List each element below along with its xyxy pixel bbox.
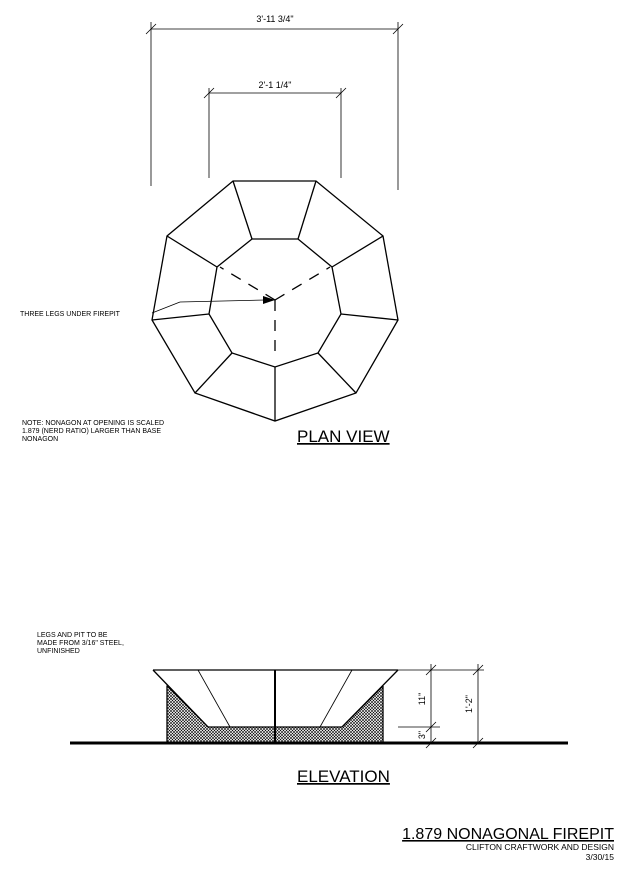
base-width-label: 2'-1 1/4" [258, 80, 292, 90]
elevation-view [37, 632, 568, 786]
nonagon-note-line-1: NOTE: NONAGON AT OPENING IS SCALED [22, 420, 165, 427]
nonagon-note-line-3: NONAGON [22, 436, 59, 443]
overall-width-label: 3'-11 3/4" [256, 14, 294, 24]
right-wall-section [275, 686, 383, 743]
elevation-title: ELEVATION [297, 767, 390, 786]
legs-callout [20, 296, 275, 318]
height-dimensions [398, 664, 484, 748]
leg-height-label: 3" [417, 730, 427, 740]
nonagon-note-line-2: 1.879 (NERD RATIO) LARGER THAN BASE [22, 428, 161, 435]
hidden-legs [220, 267, 330, 360]
overall-width-dimension [146, 14, 403, 190]
base-width-dimension [204, 80, 346, 178]
material-note-line-1: LEGS AND PIT TO BE [37, 632, 108, 639]
title-block [402, 826, 614, 862]
material-note-line-3: UNFINISHED [37, 648, 80, 655]
company-name: CLIFTON CRAFTWORK AND DESIGN [465, 842, 614, 852]
total-height-label: 1'-2" [464, 695, 474, 713]
left-wall-section [167, 686, 275, 743]
drawing-date: 3/30/15 [585, 852, 614, 862]
drawing-title: 1.879 NONAGONAL FIREPIT [402, 826, 614, 843]
plan-view [20, 14, 403, 446]
legs-callout-label: THREE LEGS UNDER FIREPIT [20, 311, 120, 318]
bowl-height-label: 11" [417, 692, 427, 706]
material-note-line-2: MADE FROM 3/16" STEEL, [37, 640, 124, 647]
plan-view-title: PLAN VIEW [297, 427, 390, 446]
